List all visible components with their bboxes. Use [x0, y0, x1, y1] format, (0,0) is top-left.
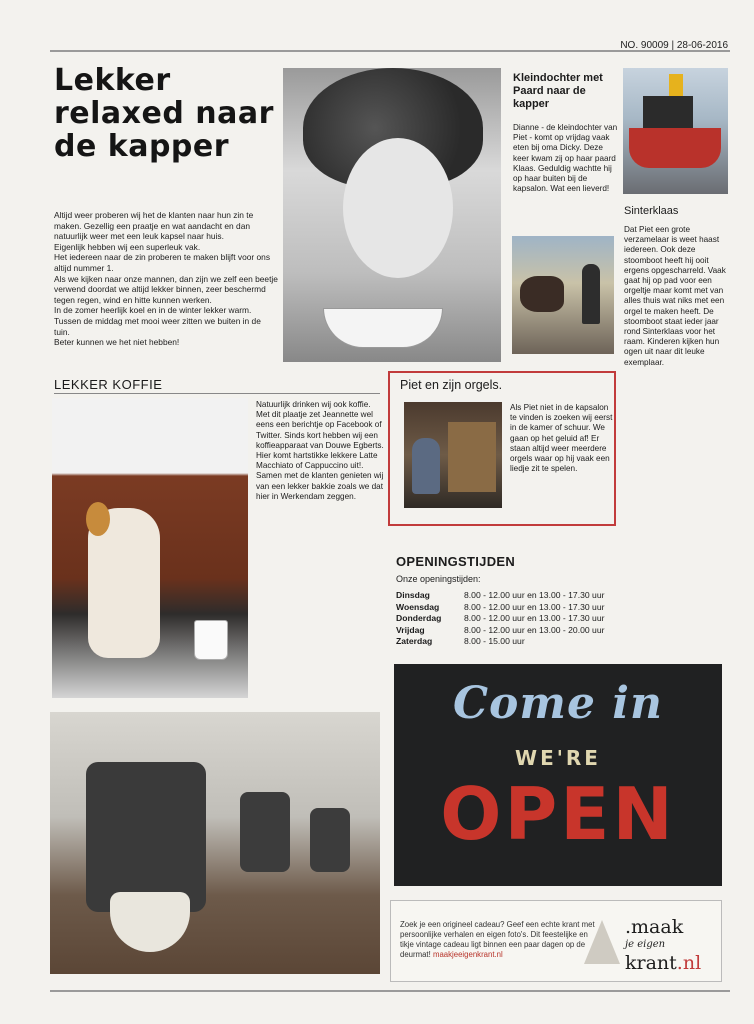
- bottom-rule: [50, 990, 730, 992]
- sinterklaas-title: Sinterklaas: [624, 205, 679, 217]
- advert-text: [400, 920, 600, 960]
- koffie-rule: [54, 393, 380, 394]
- sign-open: OPEN: [440, 772, 676, 856]
- hours-row: [396, 636, 726, 648]
- logo-je-eigen: je eigen: [625, 939, 666, 950]
- maak-je-eigen-krant-logo: [625, 918, 717, 972]
- hours-time: 8.00 - 12.00 uur en 13.00 - 20.00 uur: [464, 624, 605, 635]
- advert-body: Zoek je een origineel cadeau? Geef een echte krant met persoonlijke verhalen en eigen foto's. Dit feestelijke en tikje vintage cadeau ligt binnen een paar dagen op de deurmat!: [400, 920, 595, 959]
- photo-piet-at-organ: [404, 402, 502, 508]
- photo-salon-chairs: [50, 712, 380, 974]
- hours-time: 8.00 - 15.00 uur: [464, 636, 525, 646]
- party-hat-icon: [584, 920, 620, 964]
- hours-time: 8.00 - 12.00 uur en 13.00 - 17.30 uur: [464, 601, 605, 612]
- photo-girl-with-horse: [512, 236, 614, 354]
- hours-row: [396, 602, 726, 614]
- intro-paragraph: Het iedereen naar de zin proberen te maken blijft voor ons altijd nummer 1.: [54, 252, 271, 273]
- intro-paragraph: Altijd weer proberen wij het de klanten naar hun zin te maken. Gezellig een praatje en wat aandacht en dan natuurlijk weer met een leuk kapsel naar huis.: [54, 210, 254, 242]
- intro-paragraph: Eigenlijk hebben wij een superleuk vak.: [54, 241, 201, 252]
- issue-number: NO. 90009 | 28-06-2016: [620, 40, 728, 51]
- hours-day: Dinsdag: [396, 590, 430, 600]
- photo-woman-drinking-coffee: [283, 68, 501, 362]
- intro-paragraph: Als we kijken naar onze mannen, dan zijn we zelf een beetje verwend doordat we altijd lekker binnen, zeer beschermd tegen regen, wind en hitte kunnen werken.: [54, 273, 278, 305]
- photo-dog-with-coffee: [52, 398, 248, 698]
- sign-come-in: Come in: [453, 678, 663, 729]
- koffie-text: Natuurlijk drinken wij ook koffie. Met dit plaatje zet Jeannette wel eens een berichtje op Facebook of Twitter. Sinds kort hebben wij een koffieapparaat van Douwe Egberts. Hier komt hartstikke lekkere Latte Macchiato of Cappuccino uit!. Samen met de klanten genieten wij van een lekker bakkie zoals we dat hier in Werkendam zeggen.: [256, 400, 384, 501]
- openingstijden-table: [396, 590, 726, 648]
- intro-article: [54, 210, 278, 348]
- openingstijden-title: OPENINGSTIJDEN: [396, 554, 516, 569]
- intro-paragraph: Beter kunnen we het niet hebben!: [54, 337, 180, 348]
- advert-url[interactable]: maakjeeigenkrant.nl: [432, 950, 503, 959]
- hours-day: Zaterdag: [396, 636, 433, 646]
- hours-day: Donderdag: [396, 613, 442, 623]
- intro-paragraph: In de zomer heerlijk koel en in de winter lekker warm. Tussen de middag met mooi weer zitten we buiten in de tuin.: [54, 305, 261, 337]
- hours-time: 8.00 - 12.00 uur en 13.00 - 17.30 uur: [464, 590, 605, 600]
- hours-day: Vrijdag: [396, 624, 425, 635]
- hours-row: [396, 625, 726, 637]
- sign-were: WE'RE: [515, 746, 601, 770]
- logo-maak: .maak: [625, 916, 684, 938]
- kleindochter-text: Dianne - de kleindochter van Piet - komt op vrijdag vaak eten bij oma Dicky. Deze keer kwam zij op haar paard Klaas. Geduldig wachtte hij op haar buiten bij de kapsalon. Wat een lieverd!: [513, 123, 618, 194]
- piet-text: Als Piet niet in de kapsalon te vinden is zoeken wij eerst in de kamer of schuur. We gaan op het geluid af! Er staan altijd weer meerdere orgels waar op hij vaak een liedje zit te spelen.: [510, 403, 613, 474]
- logo-tld: .nl: [676, 952, 702, 974]
- hours-row: [396, 590, 726, 602]
- openingstijden-subtitle: Onze openingstijden:: [396, 574, 481, 584]
- koffie-title: LEKKER KOFFIE: [54, 377, 163, 392]
- photo-steamboat: [623, 68, 728, 194]
- hours-day: Woensdag: [396, 601, 440, 612]
- kleindochter-title: Kleindochter met Paard naar de kapper: [513, 72, 603, 110]
- hours-row: [396, 613, 726, 625]
- hours-time: 8.00 - 12.00 uur en 13.00 - 17.30 uur: [464, 613, 605, 623]
- main-headline: Lekker relaxed naar de kapper: [54, 63, 274, 164]
- logo-krant: krant: [625, 952, 677, 974]
- sinterklaas-text: Dat Piet een grote verzamelaar is weet haast iedereen. Ook deze stoomboot heeft hij ooit ergens opgescharreld. Vaak gaat hij op pad voor een orgeltje maar komt met van alles thuis wat niks met een orgel te maken heeft. De stoomboot staat ieder jaar rond Sinterklaas voor het raam. Kinderen kijken hun ogen uit naar dit leuke exemplaar.: [624, 225, 726, 367]
- come-in-open-sign: [394, 664, 722, 886]
- piet-title: Piet en zijn orgels.: [400, 378, 503, 392]
